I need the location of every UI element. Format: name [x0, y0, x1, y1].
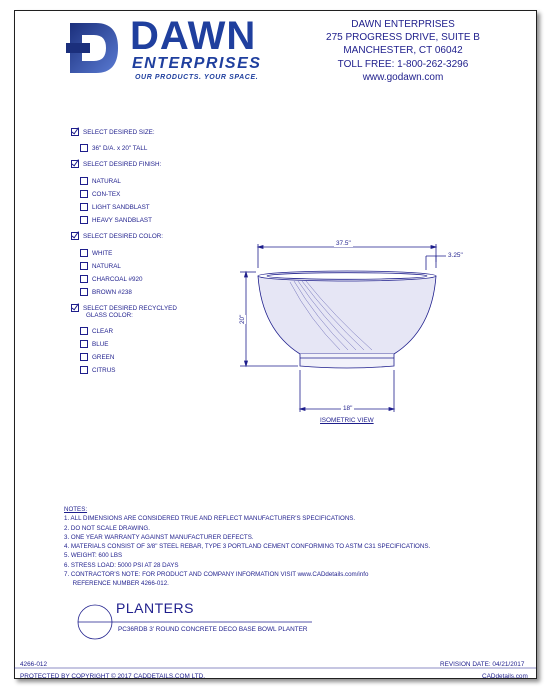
note-item: 1. ALL DIMENSIONS ARE CONSIDERED TRUE AND REFLECT MANUFACTURER'S SPECIFICATIONS.	[64, 515, 356, 523]
color-choice-label: WHITE	[92, 249, 113, 257]
caddetails-link[interactable]: CADdetails.com	[482, 673, 528, 680]
color-choice-label: CHARCOAL #920	[92, 275, 143, 283]
note-item: REFERENCE NUMBER 4266-012.	[64, 580, 169, 588]
size-label: SELECT DESIRED SIZE:	[83, 128, 155, 136]
notes-heading: NOTES:	[64, 506, 88, 513]
finish-choice-label: LIGHT SANDBLAST	[92, 203, 150, 211]
glass-choice-label: GREEN	[92, 353, 115, 361]
note-item: 4. MATERIALS CONSIST OF 3/8" STEEL REBAR, TYPE 3 PORTLAND CEMENT CONFORMING TO ASTM C31 SPECIFICATIONS.	[64, 543, 431, 551]
glass-label-line2: GLASS COLOR:	[86, 312, 133, 319]
drawing-title: PLANTERS	[116, 600, 194, 616]
title-symbol	[78, 605, 312, 639]
color-label: SELECT DESIRED COLOR:	[83, 232, 164, 240]
bowl-body	[258, 276, 436, 354]
dim-rim-label: 3.25"	[448, 252, 463, 259]
reference-number: 4266-012	[20, 661, 48, 668]
glass-choice-label: CLEAR	[92, 327, 113, 335]
finish-choice-label: HEAVY SANDBLAST	[92, 216, 152, 224]
logo-subtitle: ENTERPRISES	[132, 55, 262, 72]
company-address-line2: MANCHESTER, CT 06042	[343, 45, 463, 57]
color-choice-label: NATURAL	[92, 262, 121, 270]
finish-choice-label: NATURAL	[92, 177, 121, 185]
logo-tagline: OUR PRODUCTS. YOUR SPACE.	[135, 74, 259, 81]
finish-choice-label: CON-TEX	[92, 190, 121, 198]
company-website[interactable]: www.godawn.com	[362, 71, 444, 83]
copyright-notice: PROTECTED BY COPYRIGHT © 2017 CADDETAILS.COM LTD.	[20, 673, 205, 680]
note-item: 5. WEIGHT: 600 LBS	[64, 552, 123, 560]
size-choice-label: 36" D/A. x 20" TALL	[92, 144, 148, 152]
company-address-line1: 275 PROGRESS DRIVE, SUITE B	[326, 32, 480, 44]
logo-wordmark: DAWN	[130, 14, 257, 58]
bowl-planter-illustration	[240, 244, 446, 412]
note-item: 3. ONE YEAR WARRANTY AGAINST MANUFACTURER DEFECTS.	[64, 533, 254, 541]
glass-label: SELECT DESIRED RECYCLYED	[83, 304, 177, 312]
bowl-base	[300, 354, 394, 368]
dim-height-label: 20"	[239, 314, 246, 324]
glass-choice-label: CITRUS	[92, 366, 116, 374]
company-name: DAWN ENTERPRISES	[351, 19, 455, 30]
dim-base-label: 18"	[343, 405, 353, 412]
dim-width-label: 37.5"	[336, 240, 351, 247]
drawing-subtitle: PC36RDB 3' ROUND CONCRETE DECO BASE BOWL PLANTER	[118, 626, 308, 633]
notes-section	[64, 505, 430, 589]
revision-date: REVISION DATE: 04/21/2017	[440, 661, 525, 668]
glass-choice-label: BLUE	[92, 340, 109, 348]
note-item: 2. DO NOT SCALE DRAWING.	[64, 524, 150, 532]
view-label: ISOMETRIC VIEW	[320, 417, 374, 424]
color-choice-label: BROWN #238	[92, 288, 132, 296]
company-phone: TOLL FREE: 1-800-262-3296	[337, 58, 469, 70]
note-item: 6. STRESS LOAD: 5000 PSI AT 28 DAYS	[64, 561, 179, 569]
note-item: 7. CONTRACTOR'S NOTE: FOR PRODUCT AND COMPANY INFORMATION VISIT www.CADdetails.com/info	[64, 571, 369, 579]
finish-label: SELECT DESIRED FINISH:	[83, 160, 162, 168]
